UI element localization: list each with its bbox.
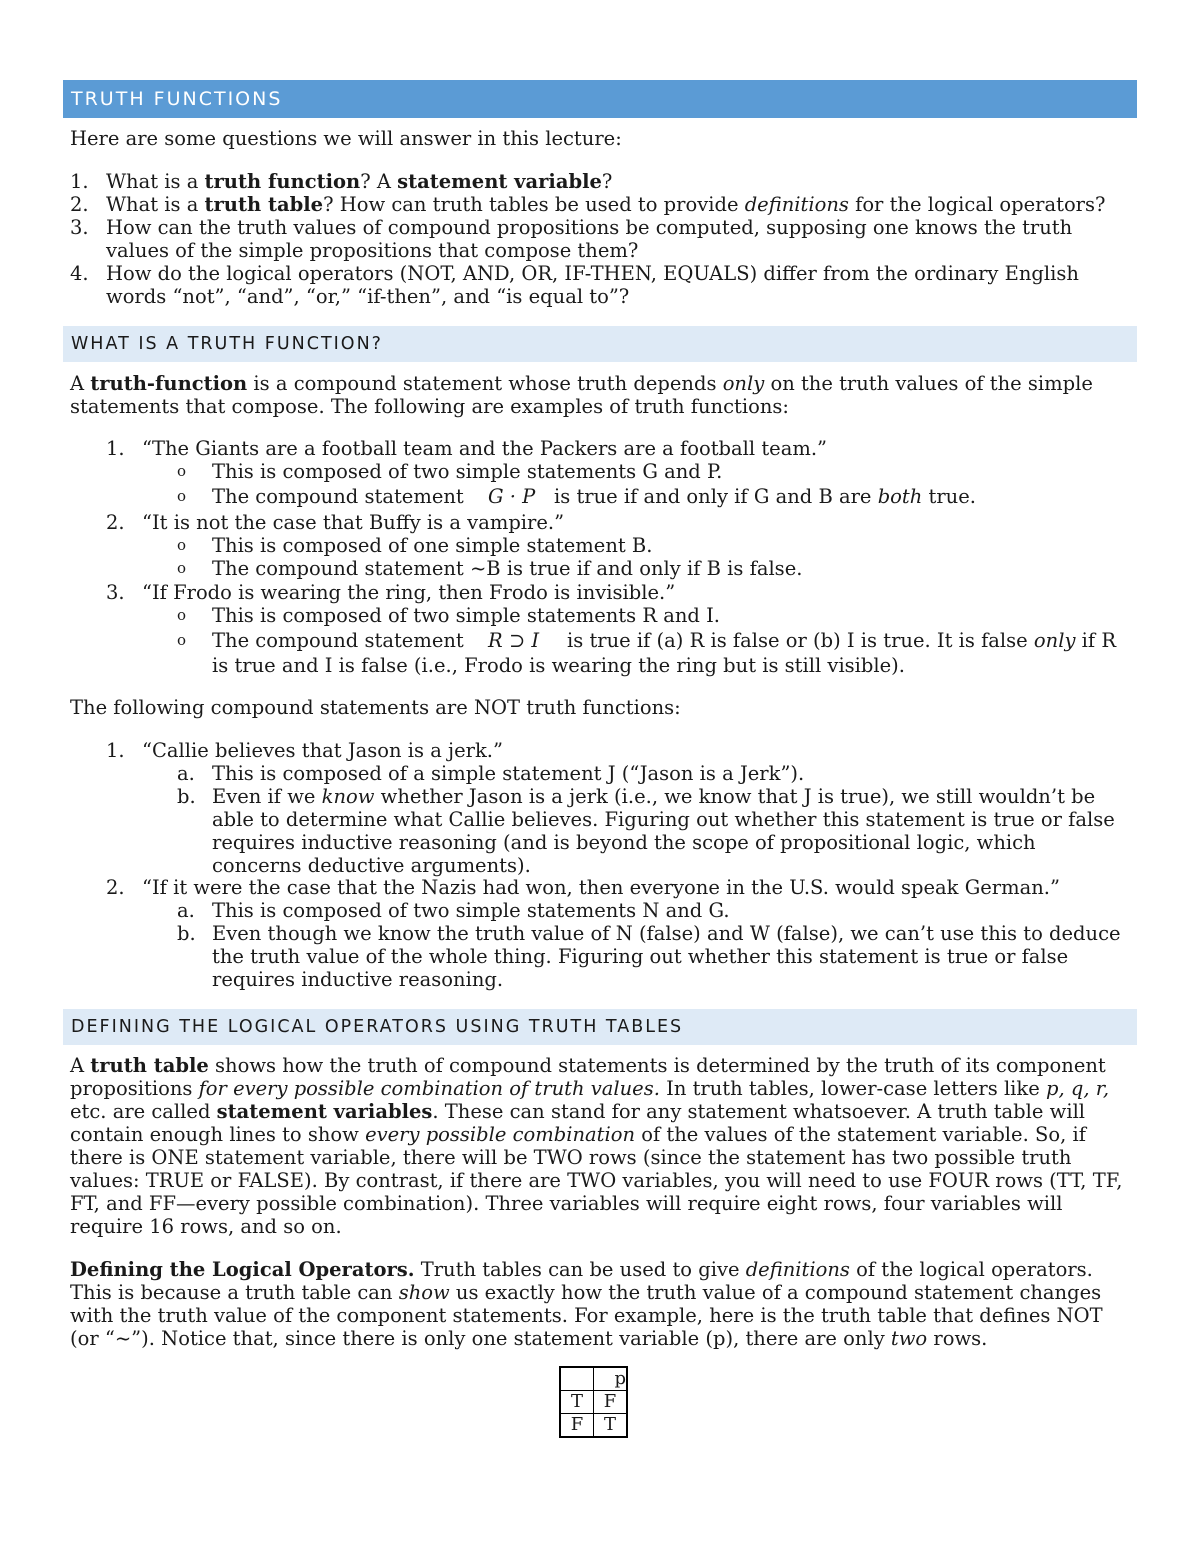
truth-table-para-line-1: A truth table shows how the truth of compound statements is determined by the truth of its component	[70, 1054, 1106, 1077]
operators-para-line-4: (or “~”). Notice that, since there is only one statement variable (p), there are only two rows.	[70, 1327, 988, 1350]
question-3-line-1: How can the truth values of compound propositions be computed, supposing one knows the truth	[106, 216, 1073, 239]
question-1: What is a truth function? A statement variable?	[106, 170, 613, 193]
list-marker: a.	[177, 762, 195, 785]
bullet-marker: o	[177, 631, 187, 649]
list-marker: 2.	[106, 511, 125, 534]
operators-para-line-3: with the truth value of the component statements. For example, here is the truth table that defines NOT	[70, 1304, 1103, 1327]
section-heading-truth-functions: TRUTH FUNCTIONS	[63, 80, 1137, 118]
definition-line-2: statements that compose. The following are examples of truth functions:	[70, 395, 789, 418]
truth-table-para-line-4: contain enough lines to show every possible combination of the values of the statement variable. So, if	[70, 1123, 1086, 1146]
example-1: “The Giants are a football team and the Packers are a football team.”	[142, 437, 827, 460]
not-truth-table	[559, 1366, 628, 1438]
table-row	[560, 1391, 627, 1414]
bullet-marker: o	[177, 559, 187, 577]
counterexample-2-a: This is composed of two simple statements N and G.	[212, 899, 730, 922]
list-marker: 1.	[106, 739, 125, 762]
counterexample-1: “Callie believes that Jason is a jerk.”	[142, 739, 503, 762]
counterexample-1-b-line-1: Even if we know whether Jason is a jerk (i.e., we know that J is true), we still wouldn’t be	[212, 785, 1096, 808]
example-3-sub-1: This is composed of two simple statements R and I.	[212, 604, 720, 627]
example-3-sub-2-label: The compound statement	[212, 629, 464, 652]
question-4-line-1: How do the logical operators (NOT, AND, OR, IF-THEN, EQUALS) differ from the ordinary English	[106, 262, 1079, 285]
list-marker: b.	[177, 785, 196, 808]
counterexample-2-b-line-3: requires inductive reasoning.	[212, 968, 504, 991]
example-3: “If Frodo is wearing the ring, then Frodo is invisible.”	[142, 581, 676, 604]
truth-table-para-line-2: propositions for every possible combination of truth values. In truth tables, lower-case letters like p, q, r,	[70, 1077, 1110, 1100]
counterexample-1-b-line-4: concerns deductive arguments).	[212, 854, 531, 877]
intro-paragraph	[70, 127, 1130, 150]
table-cell: T	[594, 1414, 628, 1438]
table-header-cell: p	[594, 1367, 628, 1391]
not-truth-functions-lead: The following compound statements are NOT truth functions:	[70, 696, 681, 719]
section-heading-what-is: WHAT IS A TRUTH FUNCTION?	[63, 326, 1137, 362]
question-2: What is a truth table? How can truth tables be used to provide definitions for the logical operators?	[106, 193, 1106, 216]
example-1-sub-1: This is composed of two simple statements G and P.	[212, 460, 723, 483]
counterexample-2: “If it were the case that the Nazis had won, then everyone in the U.S. would speak German.”	[142, 876, 1060, 899]
list-marker: 1.	[106, 437, 125, 460]
counterexample-1-b-line-2: able to determine what Callie believes. Figuring out whether this statement is true or false	[212, 808, 1115, 831]
list-marker: b.	[177, 922, 196, 945]
list-marker: 2.	[70, 193, 89, 216]
list-marker: 1.	[70, 170, 89, 193]
example-2-sub-1: This is composed of one simple statement B.	[212, 534, 653, 557]
example-2-sub-2: The compound statement ~B is true if and only if B is false.	[212, 557, 803, 580]
example-1-sub-2-label: The compound statement	[212, 485, 464, 508]
question-3-line-2: values of the simple propositions that compose them?	[106, 239, 639, 262]
counterexample-2-b-line-1: Even though we know the truth value of N (false) and W (false), we can’t use this to deduce	[212, 922, 1121, 945]
truth-table-para-line-5: there is ONE statement variable, there will be TWO rows (since the statement has two possible truth	[70, 1146, 1072, 1169]
table-cell: T	[560, 1391, 594, 1414]
counterexample-1-b-line-3: requires inductive reasoning (and is beyond the scope of propositional logic, which	[212, 831, 1036, 854]
question-4-line-2: words “not”, “and”, “or,” “if-then”, and “is equal to”?	[106, 285, 630, 308]
list-marker: 2.	[106, 876, 125, 899]
list-marker: a.	[177, 899, 195, 922]
table-header-row	[560, 1367, 627, 1391]
intro-lead: Here are some questions we will answer in this lecture:	[70, 127, 622, 150]
truth-table-para-line-8: require 16 rows, and so on.	[70, 1215, 342, 1238]
table-row	[560, 1414, 627, 1438]
table-header-cell	[560, 1367, 594, 1391]
example-2: “It is not the case that Buffy is a vampire.”	[142, 511, 565, 534]
bullet-marker: o	[177, 487, 187, 505]
example-3-sub-2-line-2: is true and I is false (i.e., Frodo is wearing the ring but is still visible).	[212, 654, 905, 677]
section-heading-defining: DEFINING THE LOGICAL OPERATORS USING TRUTH TABLES	[63, 1009, 1137, 1045]
truth-table-para-line-7: FT, and FF—every possible combination). Three variables will require eight rows, four variables will	[70, 1192, 1063, 1215]
list-marker: 4.	[70, 262, 89, 285]
list-marker: 3.	[70, 216, 89, 239]
bullet-marker: o	[177, 462, 187, 480]
definition-line-1: A truth-function is a compound statement whose truth depends only on the truth values of the simple	[70, 372, 1093, 395]
counterexample-1-a: This is composed of a simple statement J (“Jason is a Jerk”).	[212, 762, 805, 785]
bullet-marker: o	[177, 606, 187, 624]
list-marker: 3.	[106, 581, 125, 604]
counterexample-2-b-line-2: the truth value of the whole thing. Figuring out whether this statement is true or false	[212, 945, 1069, 968]
table-cell: F	[560, 1414, 594, 1438]
example-1-sub-2-rest: is true if and only if G and B are both true.	[554, 485, 976, 508]
bullet-marker: o	[177, 536, 187, 554]
conjunction-formula: G · P	[488, 485, 536, 508]
table-cell: F	[594, 1391, 628, 1414]
truth-table-para-line-3: etc. are called statement variables. These can stand for any statement whatsoever. A truth table will	[70, 1100, 1086, 1123]
operators-para-line-2: This is because a truth table can show us exactly how the truth value of a compound statement changes	[70, 1281, 1102, 1304]
conditional-formula: R ⊃ I	[488, 629, 540, 652]
operators-para-line-1: Defining the Logical Operators. Truth tables can be used to give definitions of the logical operators.	[70, 1258, 1093, 1281]
example-3-sub-2-rest: is true if (a) R is false or (b) I is true. It is false only if R	[567, 629, 1117, 652]
truth-table-para-line-6: values: TRUE or FALSE). By contrast, if there are TWO variables, you will need to use FOUR rows (TT, TF,	[70, 1169, 1123, 1192]
